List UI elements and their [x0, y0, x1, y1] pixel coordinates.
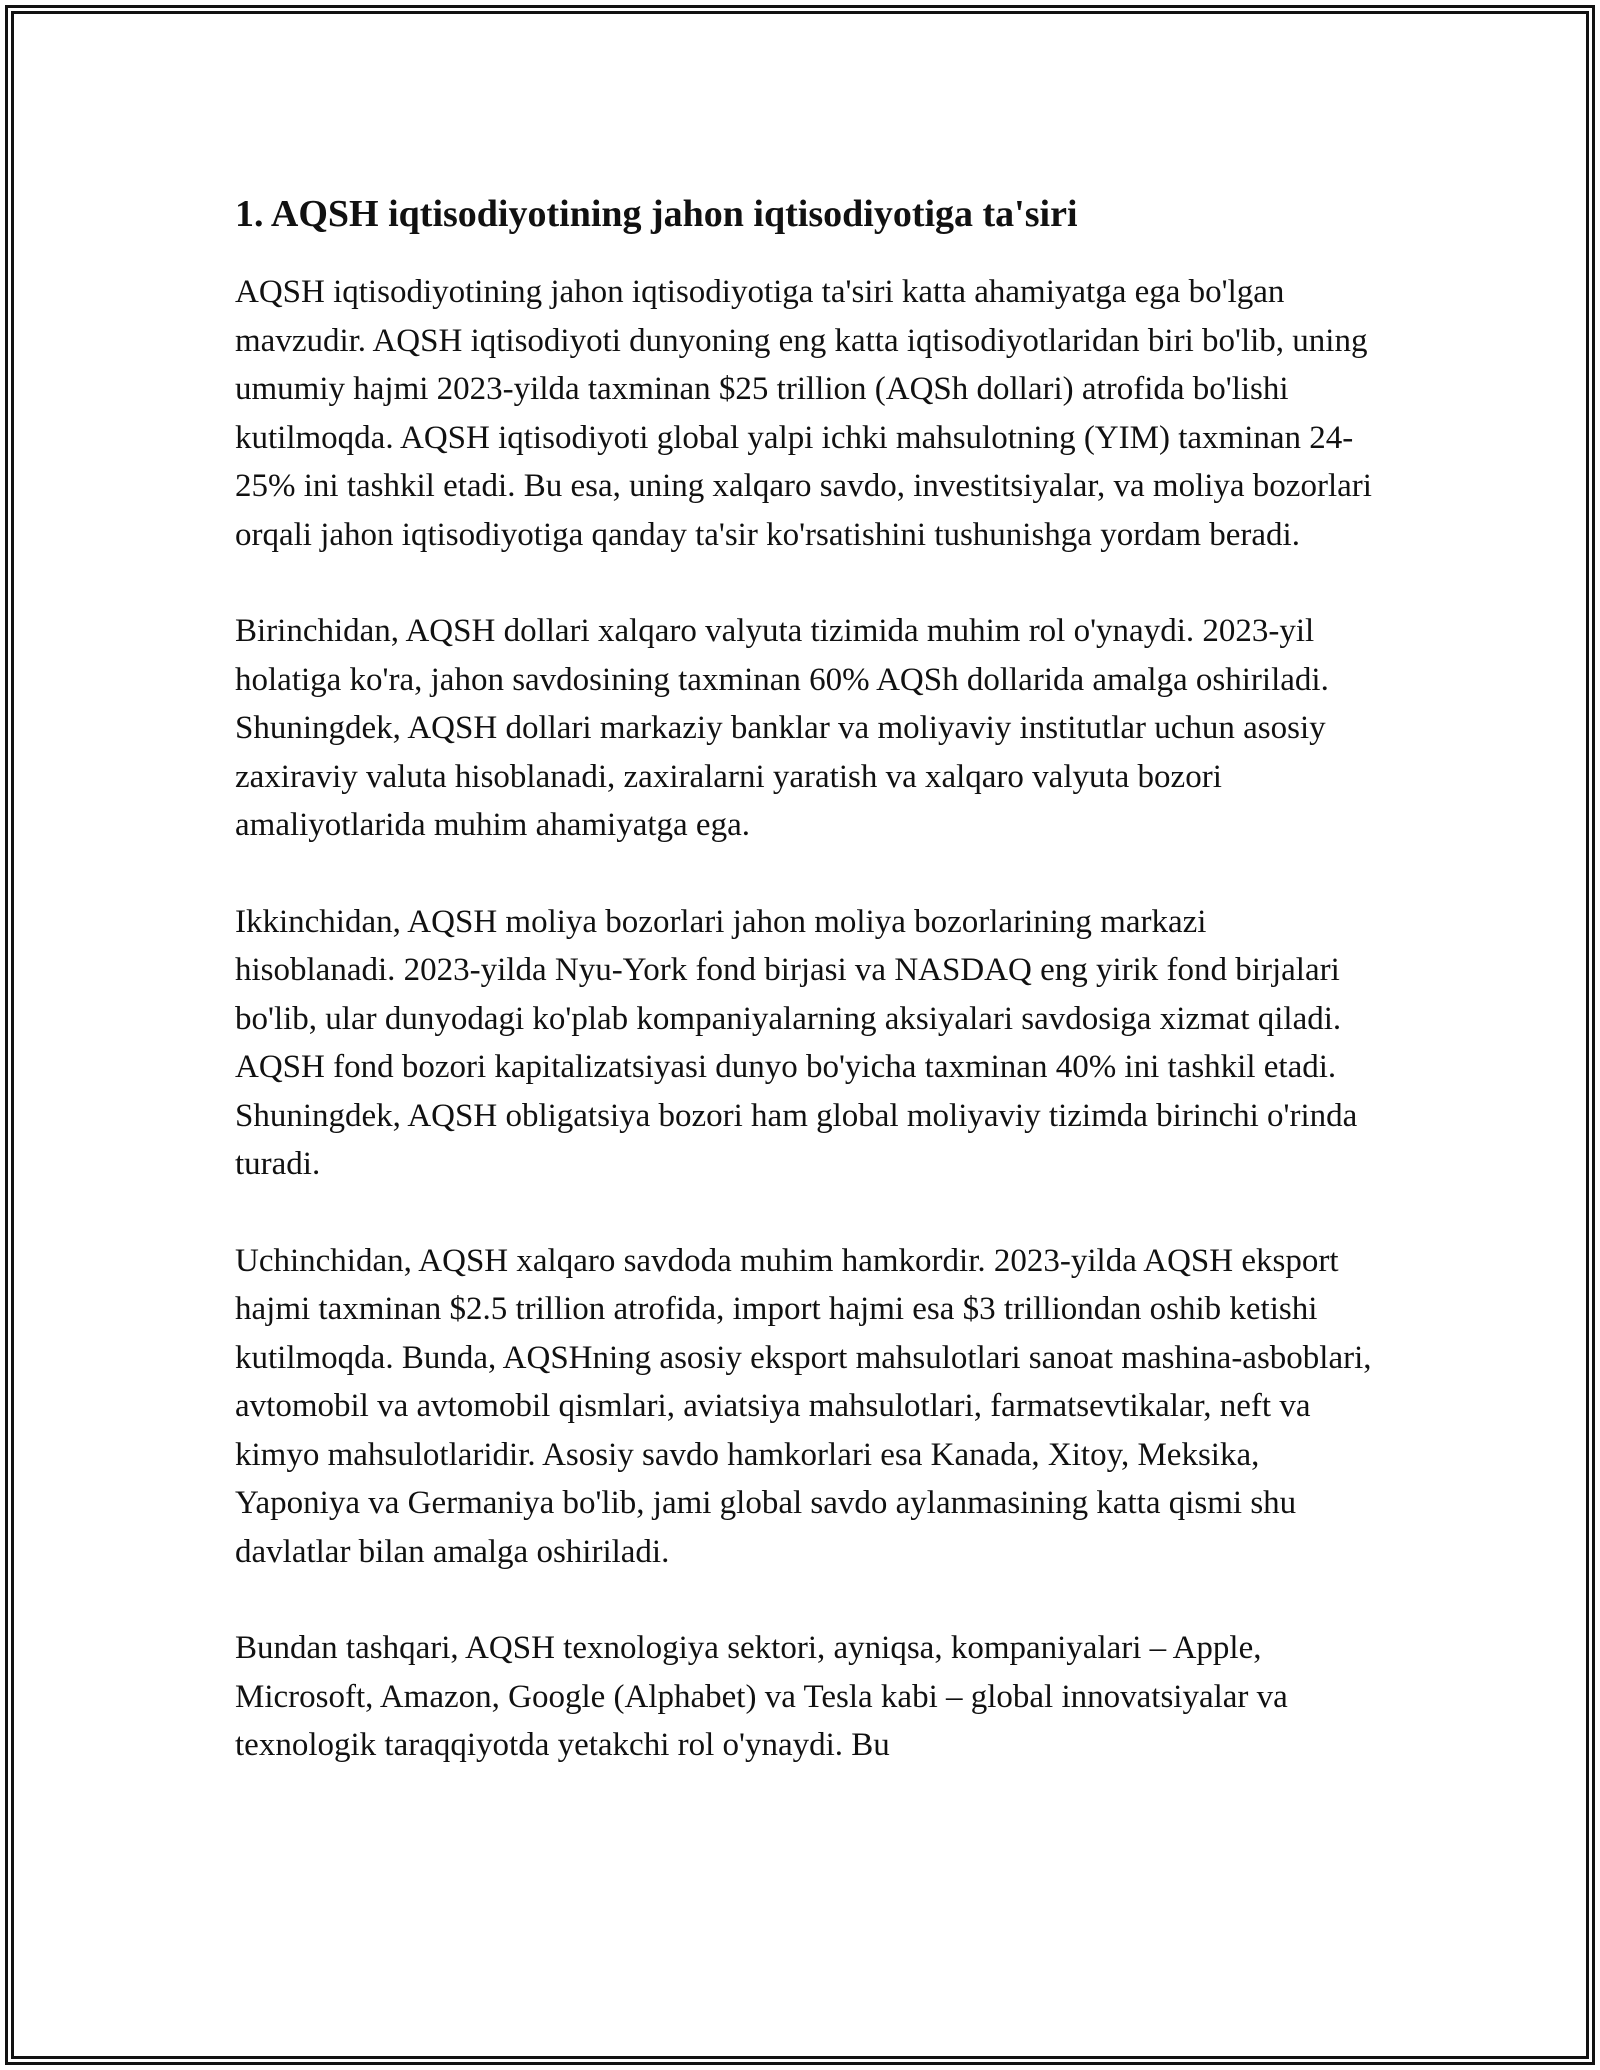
paragraph-dollar-role: Birinchidan, AQSH dollari xalqaro valyuta tizimida muhim rol o'ynaydi. 2023-yil holatiga ko'ra, jahon savdosining taxminan 60% AQSh dollarida amalga oshiriladi. Shuningdek, AQSH dollari markaziy banklar va moliyaviy institutlar uchun asosiy zaxiraviy valuta hisoblanadi, zaxiralarni yaratish va xalqaro valyuta bozori amaliyotlarida muhim ahamiyatga ega. — [235, 613, 1329, 843]
section-heading: 1. AQSH iqtisodiyotining jahon iqtisodiyotiga ta'siri — [235, 193, 1078, 235]
paragraph-technology: Bundan tashqari, AQSH texnologiya sektori, ayniqsa, kompaniyalari – Apple, Microsoft, Amazon, Google (Alphabet) va Tesla kabi – global innovatsiyalar va texnologik taraqqiyotda yetakchi rol o'ynaydi. Bu — [235, 1630, 1288, 1763]
paragraph-intro: AQSH iqtisodiyotining jahon iqtisodiyotiga ta'siri katta ahamiyatga ega bo'lgan mavzudir. AQSH iqtisodiyoti dunyoning eng katta iqtisodiyotlaridan biri bo'lib, uning umumiy hajmi 2023-yilda taxminan $25 trillion (AQSh dollari) atrofida bo'lishi kutilmoqda. AQSH iqtisodiyoti global yalpi ichki mahsulotning (YIM) taxminan 24-25% ini tashkil etadi. Bu esa, uning xalqaro savdo, investitsiyalar, va moliya bozorlari orqali jahon iqtisodiyotiga qanday ta'sir ko'rsatishini tushunishga yordam beradi. — [235, 274, 1372, 553]
document-body — [235, 186, 1375, 1818]
paragraph-financial-markets: Ikkinchidan, AQSH moliya bozorlari jahon moliya bozorlarining markazi hisoblanadi. 2023-yilda Nyu-York fond birjasi va NASDAQ eng yirik fond birjalari bo'lib, ular dunyodagi ko'plab kompaniyalarning aksiyalari savdosiga xizmat qiladi. AQSH fond bozori kapitalizatsiyasi dunyo bo'yicha taxminan 40% ini tashkil etadi. Shuningdek, AQSH obligatsiya bozori ham global moliyaviy tizimda birinchi o'rinda turadi. — [235, 903, 1358, 1182]
paragraph-trade: Uchinchidan, AQSH xalqaro savdoda muhim hamkordir. 2023-yilda AQSH eksport hajmi taxminan $2.5 trillion atrofida, import hajmi esa $3 trilliondan oshib ketishi kutilmoqda. Bunda, AQSHning asosiy eksport mahsulotlari sanoat mashina-asboblari, avtomobil va avtomobil qismlari, aviatsiya mahsulotlari, farmatsevtikalar, neft va kimyo mahsulotlaridir. Asosiy savdo hamkorlari esa Kanada, Xitoy, Meksika, Yaponiya va Germaniya bo'lib, jami global savdo aylanmasining katta qismi shu davlatlar bilan amalga oshiriladi. — [235, 1242, 1372, 1570]
